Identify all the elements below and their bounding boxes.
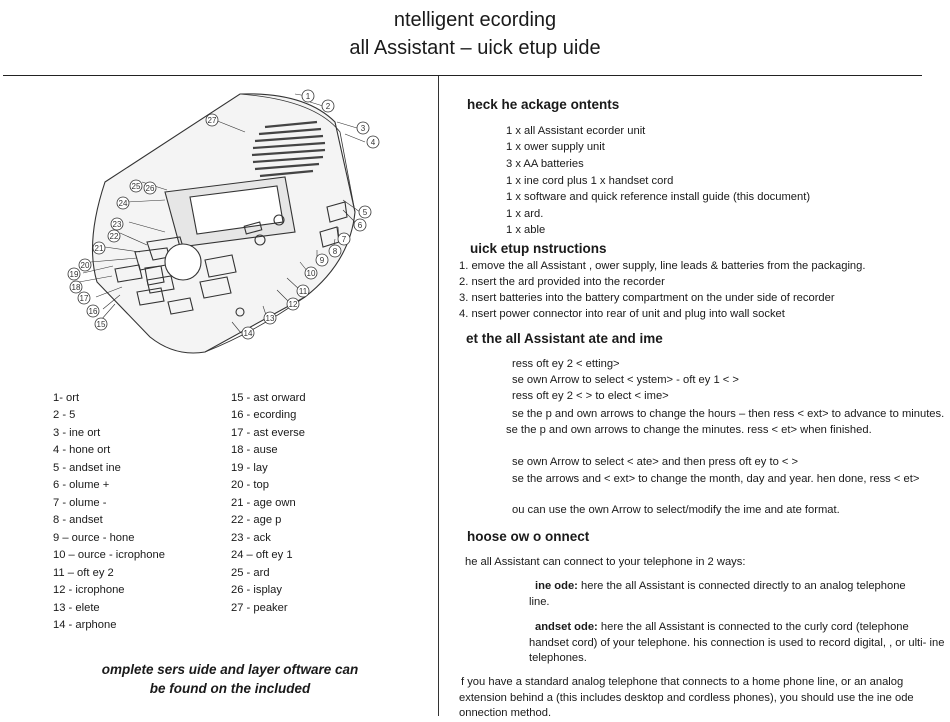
diagram-num-13: 13 bbox=[265, 314, 275, 323]
datetime-step: ress oft ey 2 < etting> bbox=[512, 358, 620, 370]
part-label: 8 - andset bbox=[53, 514, 103, 526]
part-label: 25 - ard bbox=[231, 567, 270, 579]
datetime-step: ress oft ey 2 < > to elect < ime> bbox=[512, 390, 669, 402]
connect-heading: hoose ow o onnect bbox=[467, 529, 590, 544]
part-label: 12 - icrophone bbox=[53, 584, 125, 596]
part-label: 4 - hone ort bbox=[53, 444, 111, 456]
package-item: 1 x all Assistant ecorder unit bbox=[506, 125, 646, 137]
diagram-num-1: 1 bbox=[305, 92, 311, 101]
datetime-step: ou can use the own Arrow to select/modify the ime and ate format. bbox=[512, 504, 840, 516]
diagram-num-16: 16 bbox=[88, 307, 98, 316]
setup-step: 4. nsert power connector into rear of unit and plug into wall socket bbox=[459, 308, 785, 320]
part-label: 16 - ecording bbox=[231, 409, 297, 421]
diagram-num-9: 9 bbox=[319, 256, 325, 265]
diagram-num-10: 10 bbox=[306, 269, 316, 278]
datetime-step: se the arrows and < ext> to change the month, day and year. hen done, ress < et> bbox=[512, 473, 920, 485]
diagram-num-12: 12 bbox=[288, 300, 298, 309]
part-label: 13 - elete bbox=[53, 602, 100, 614]
part-label: 23 - ack bbox=[231, 532, 271, 544]
recorder-device-illustration bbox=[55, 82, 405, 367]
part-label: 9 – ource - hone bbox=[53, 532, 135, 544]
column-divider bbox=[438, 76, 439, 716]
diagram-num-22: 22 bbox=[109, 232, 119, 241]
diagram-num-21: 21 bbox=[94, 244, 104, 253]
diagram-num-3: 3 bbox=[360, 124, 366, 133]
datetime-heading: et the all Assistant ate and ime bbox=[466, 331, 663, 346]
part-label: 17 - ast everse bbox=[231, 427, 305, 439]
package-item: 3 x AA batteries bbox=[506, 158, 584, 170]
part-label: 27 - peaker bbox=[231, 602, 288, 614]
page-subtitle: all Assistant – uick etup uide bbox=[349, 37, 601, 59]
part-label: 24 – oft ey 1 bbox=[231, 549, 293, 561]
diagram-num-27: 27 bbox=[207, 116, 217, 125]
header-divider bbox=[3, 75, 922, 76]
diagram-num-23: 23 bbox=[112, 220, 122, 229]
setup-heading: uick etup nstructions bbox=[470, 241, 607, 256]
diagram-num-18: 18 bbox=[71, 283, 81, 292]
part-label: 3 - ine ort bbox=[53, 427, 101, 439]
line-mode-description bbox=[529, 579, 919, 610]
datetime-step: se own Arrow to select < ystem> - oft ey 1 < > bbox=[512, 374, 739, 386]
part-label: 19 - lay bbox=[231, 462, 268, 474]
datetime-step: se own Arrow to select < ate> and then press oft ey to < > bbox=[512, 456, 799, 468]
diagram-num-11: 11 bbox=[298, 287, 308, 296]
part-label: 18 - ause bbox=[231, 444, 278, 456]
handset-mode-label: andset ode: bbox=[535, 621, 598, 633]
page-title: ntelligent ecording bbox=[393, 9, 557, 31]
setup-step: 2. nsert the ard provided into the recorder bbox=[459, 276, 665, 288]
diagram-num-4: 4 bbox=[370, 138, 376, 147]
setup-step: 3. nsert batteries into the battery compartment on the under side of recorder bbox=[459, 292, 835, 304]
part-label: 7 - olume - bbox=[53, 497, 107, 509]
line-mode-label: ine ode: bbox=[535, 580, 578, 592]
part-label: 5 - andset ine bbox=[53, 462, 121, 474]
diagram-num-7: 7 bbox=[341, 235, 347, 244]
part-label: 15 - ast orward bbox=[231, 392, 306, 404]
diagram-num-14: 14 bbox=[243, 329, 253, 338]
package-item: 1 x ine cord plus 1 x handset cord bbox=[506, 175, 674, 187]
datetime-step: se the p and own arrows to change the hours – then ress < ext> to advance to minutes. se the p and own arrows to change the minutes. ress < et> when finished. bbox=[506, 408, 945, 436]
diagram-num-19: 19 bbox=[69, 270, 79, 279]
part-label: 21 - age own bbox=[231, 497, 296, 509]
package-item: 1 x software and quick reference install guide (this document) bbox=[506, 191, 811, 203]
part-label: 10 – ource - icrophone bbox=[53, 549, 165, 561]
part-label: 20 - top bbox=[231, 479, 269, 491]
part-label: 26 - isplay bbox=[231, 584, 282, 596]
footer-note-line-2: be found on the included bbox=[149, 681, 311, 696]
package-heading: heck he ackage ontents bbox=[467, 97, 620, 112]
diagram-num-20: 20 bbox=[80, 261, 90, 270]
package-item: 1 x able bbox=[506, 224, 546, 236]
diagram-num-17: 17 bbox=[79, 294, 89, 303]
footer-note-line-1: omplete sers uide and layer oftware can bbox=[101, 662, 359, 677]
part-label: 11 – oft ey 2 bbox=[53, 567, 114, 579]
handset-mode-text: here the all Assistant is connected to the curly cord (telephone handset cord) of your telephone. his connection is used to record digital, , or ulti- ine telephones. bbox=[529, 621, 945, 664]
diagram-num-25: 25 bbox=[131, 182, 141, 191]
package-item: 1 x ower supply unit bbox=[506, 141, 605, 153]
diagram-num-8: 8 bbox=[332, 247, 338, 256]
connect-intro: he all Assistant can connect to your telephone in 2 ways: bbox=[465, 556, 746, 568]
connect-note: f you have a standard analog telephone that connects to a home phone line, or an analog extension behind a (this includes desktop and cordless phones), you should use the ine ode onnection method. bbox=[459, 676, 914, 719]
diagram-num-6: 6 bbox=[357, 221, 363, 230]
part-label: 1- ort bbox=[53, 392, 80, 404]
part-label: 6 - olume + bbox=[53, 479, 110, 491]
part-label: 2 - 5 bbox=[53, 409, 76, 421]
package-item: 1 x ard. bbox=[506, 208, 544, 220]
part-label: 14 - arphone bbox=[53, 619, 117, 631]
diagram-num-2: 2 bbox=[325, 102, 331, 111]
line-mode-text: here the all Assistant is connected directly to an analog telephone line. bbox=[529, 580, 906, 608]
diagram-num-5: 5 bbox=[362, 208, 368, 217]
diagram-num-26: 26 bbox=[145, 184, 155, 193]
setup-step: 1. emove the all Assistant , ower supply, line leads & batteries from the packaging. bbox=[459, 260, 866, 272]
diagram-num-15: 15 bbox=[96, 320, 106, 329]
part-label: 22 - age p bbox=[231, 514, 282, 526]
handset-mode-description bbox=[529, 620, 947, 667]
diagram-num-24: 24 bbox=[118, 199, 128, 208]
